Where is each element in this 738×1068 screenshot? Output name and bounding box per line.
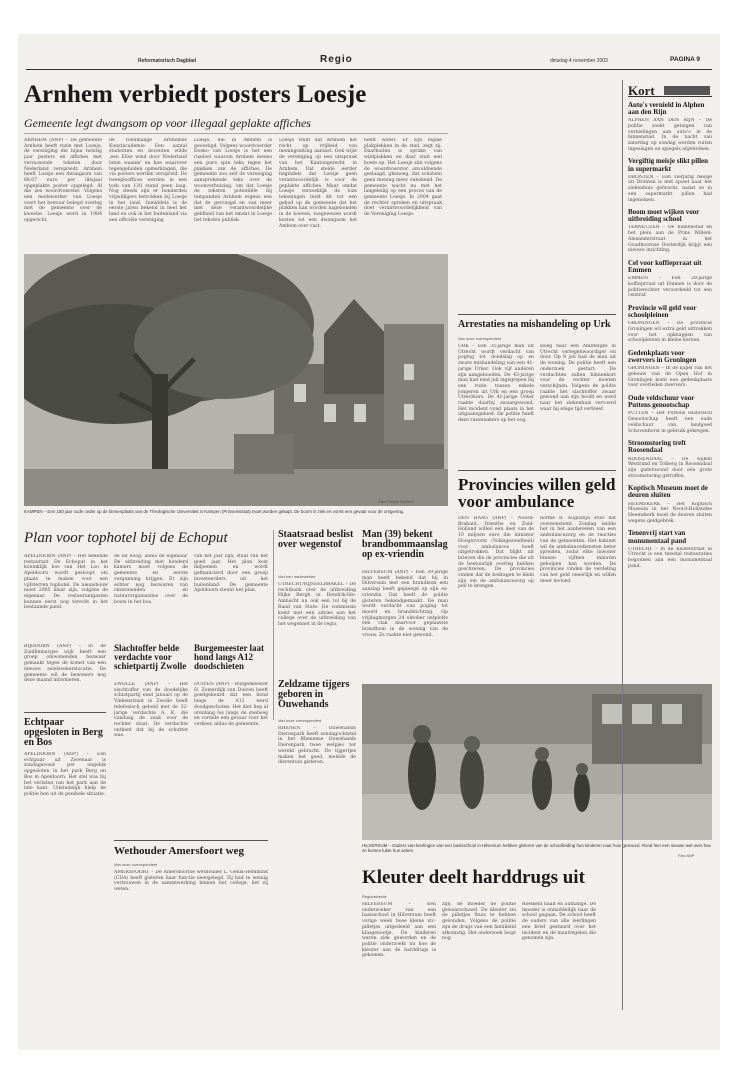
kort-item-text: TERNEUZEN – De binnenstad en het plein aan de Prins Willem-Alexanderstraat in het Goudhoornse Oosterdijk krijgt een nieuwe inrichting. [628, 225, 712, 254]
burgemeester-column: DUIVEN (ANP) – Burgemeester H. Zomerdijk van Duiven heeft goedgekeurd dat een hond langs de A12 werd doodgeschoten. Het dier liep al urenlang los langs de snelweg en vormde een gevaar voor het verkeer, aldus de gemeente. [194, 682, 268, 727]
masthead-rule [26, 69, 712, 70]
newspaper-page [18, 34, 720, 1050]
zeldzame-byline: Van onze correspondent [278, 718, 322, 723]
burgemeester-headline: Burgemeester laat hond langs A12 doodschieten [194, 643, 265, 672]
lead-column-1: ARNHEM (ANP) – De gemeente Arnhem heeft ruzie met Loesje, de vereniging die bijna twintig jaar posters en affiches met verrassende teksten door Nederland verspreidt. Arnhem heeft Loesje een dwangsom van 68.07 euro per illegaal opgeplakte poster opgelegd. Al die zes woordvoerster. Volgens een medewerker van Loesje voert het bestuur belegd overleg met de gemeente over de kwestie. Loesje werd in 1984 opgericht. [24, 138, 102, 223]
kort-label-bar [664, 86, 710, 95]
wijhe-column-2 [540, 140, 616, 310]
wijhe-column-1 [458, 140, 534, 310]
brandbom-column: HILVERSUM (ANP) – Een 39-jarige man heeft bekend dat hij in Hilversum met een brandbom een aanslag heeft gepleegd op zijn ex-vriendin. Dat heeft de politie gisteren bekendgemaakt. De man wordt verdacht van poging tot moord en brandstichting. Op vrijdagmorgen 24 oktober ontplofte een vlak daarvoor geplaatste brandbom in de woning van de vrouw. Ze raakte niet gewond. [362, 570, 448, 638]
kort-divider [622, 80, 623, 1010]
kort-item-title: Koptisch Museum moet de deuren sluiten [628, 484, 708, 500]
kleuter-byline: Regioredactie [362, 894, 387, 899]
kort-item [628, 209, 712, 254]
arrestaties-byline: Van onze correspondent [458, 336, 502, 341]
kort-item [628, 102, 712, 152]
kort-item-title: Auto's vernield in Alphen aan den Rijn [628, 102, 705, 117]
kort-item-text: ROOSENDAAL – De wijken Westrand en Tolberg in Roosendaal zijn gisteravond door een grote stroomstoring getroffen. [628, 456, 712, 479]
kort-item [628, 395, 712, 434]
echtpaar-headline: Echtpaar opgesloten in Berg en Bos [24, 717, 103, 749]
masthead-page-label: PAGINA 9 [670, 56, 700, 63]
wethouder-headline: Wethouder Amersfoort weg [114, 845, 244, 857]
kort-item [628, 260, 712, 299]
kort-header [628, 80, 712, 97]
slachtoffer-headline: Slachtoffer belde verdachte voor schietpartij Zwolle [114, 643, 187, 672]
kort-item-text: PUTTEN – Het Puttens Historisch Genootschap heeft een oude veldschuur van landgoed Schovenhorst in gebruik gekregen. [628, 411, 712, 434]
brandbom-headline: Man (39) bekent brandbommaanslag op ex-vriendin [362, 529, 448, 561]
column-divider [273, 530, 274, 720]
lead-rule [24, 133, 448, 134]
kort-item-text: ALPHEN AAN DEN RIJN – De politie zoekt getuigen van vernielingen aan auto's in de binnenstad. In de nacht van zaterdag op zondag werden ruiten ingeslagen en spiegels afgebroken. [628, 118, 712, 152]
kort-item-title: Gedenkplaats voor zwervers in Groningen [628, 349, 697, 365]
zeldzame-headline: Zeldzame tijgers geboren in Ouwehands [278, 679, 350, 711]
masthead-date: dinsdag 4 november 2003 [550, 58, 608, 64]
kort-item-title: Boom moet wijken voor uitbreiding school [628, 208, 700, 224]
kort-item [628, 158, 712, 203]
staatsraad-headline: Staatsraad beslist over wegenstof [278, 529, 354, 551]
lead-column-2: de toenmalige Arnhemse Kunstacademie. Een aantal studenten en docenten wilde ,een Elise wind door Nederland laten waaien' en hoe waarover tegengeluiden opmerkingen, die via posters werden verspreid. De tweeplooffices werden in een tosh van 120 stand peen laag. Nog steeds zijn er honderden vrijwilligers betrokken bij Loesje in het land. Inmiddels is de eerste jaren bekend in heel het land en ook in het buitenland via een officiële vereniging [109, 138, 187, 223]
masthead-paper-name: Reformatorisch Dagblad [138, 58, 197, 64]
staatsraad-column: UTRECHT/RIJSSELBRAKEL – De rechtbank over de uitbreiding Hijke Bergh in Hendrik-Ido-Ambacht nu ook een rol bij de Raad van State. De commissie komt met een advies aan het college over de uitbreiding van het wegennet in de regio. [278, 582, 356, 627]
masthead-section: Regio [320, 54, 353, 65]
provincies-rule [458, 470, 616, 471]
arrestaties-column-2: sloeg naar een Ambtelijke in Utrecht vertegenwoordiger en door. Op 8 juli had de man uit de woning. De politie heeft een onderzoek gestart. De verdachten zullen binnenkort voor de rechter moeten verschijnen. Volgens de politie raakte het slachtoffer zwaar gewond aan zijn hoofd en werd naar het ziekenhuis vervoerd waar hij enige tijd verbleef. [540, 344, 616, 412]
echtpaar-column: APELDOORN (ANP) – Een echtpaar uit Zevenaar is zondagavond per ongeluk opgesloten in het park Berg en Bos in Apeldoorn. Het stel was bij het verlaten van het park aan de late kant. Uiteindelijk hielp de politie hen uit de penibele situatie. [24, 752, 106, 797]
kort-item [628, 305, 712, 344]
kleuter-column-2: zijn, de moeder de politie gewaarschuwd. De kleuter zei de pilletjes thuis te hebben gevonden. Volgens de politie zijn de drugs van een familielid afkomstig. Het onderzoek loopt nog. [442, 902, 516, 942]
kleuter-column-1: HILVERSUM – Een onderzoeker van een basisschool in Hilversum heeft vorige week twee kleine xtc-pilletjes uitgedeeld aan een klasgenootje. De kinderen waren ziek geworden en de politie onderzoekt nu hoe de kleuter aan de harddrugs is gekomen. [362, 902, 436, 959]
kort-item [628, 485, 712, 524]
photo-cedar-caption: KAMPEN – Een 150 jaar oude ceder op de binnenplaats van de Theologische Universiteit in Kampen (Prinsenstraat) moet worden gekapt. De boom is ziek en vormt een gevaar voor de omgeving. [24, 509, 405, 514]
kort-item-text: GRONINGEN – De provincie Groningen wil extra geld uittrekken voor het opknappen van schoolpleinen in kleine kernen. [628, 321, 712, 344]
kort-item-title: Cel voor koffieprraat uit Emmen [628, 259, 702, 275]
kort-list [628, 102, 712, 1008]
wethouder-column: AMERSFOORT – De Amersfoortse wethouder L. Geluk-Hemmink (CDA) heeft gisteren haar functie neergelegd. Zij had te weinig vertrouwen in de samenwerking binnen het college, liet zij weten. [114, 870, 268, 893]
tophotel-column-3: van het jaar zijn, staat van het goed jaar. Het plan kost miljoenen en wordt gefinancierd door een groep investeerders uit het buitenland. De gemeente Apeldoorn steunt het plan. [194, 554, 268, 594]
lead-column-3: Loesje, die in Amhem is gevestigd. Volgens woordvoerder Doeko van Loesje is het een raadsel waarom Arnhem ineens een pure spin teks tegen het plakken van de affiches. De gemeente zou zelf de vereniging aansprekende teks over de woonverhuizing, om dat Loesje de teksten potentiële bij tempanden Arnhem ergens een dat de gevraagd en van meer met deze verantwoordelijke geldheid van het omdat in Loesje het teksten publiek. [194, 138, 272, 223]
photo-cedar-credit: Foto Freddy Schinkel [378, 500, 414, 504]
kort-label: Kort [628, 83, 655, 98]
staatsraad-byline: Van een medewerker [278, 574, 316, 579]
echtpaar-rule [24, 712, 106, 713]
lead-subhead: Gemeente legt dwangsom op voor illegaal geplakte affiches [24, 116, 311, 130]
kort-item [628, 350, 712, 389]
arrestaties-column-1: URK – Een 35-jarige man uit Utrecht wordt verdacht van poging tot doodslag op en zware mishandeling van een 41-jarige Urker. Ook vijf anderen zijn aangehouden. De 43-jarige man had eind juli ingegrepen bij een ruzie tussen enkele jongeren uit Urk en een groep Utrechters. De 41-jarige Urker raakte daarbij zwaargewond. Het incident vond plaats in het uitgaansgebied. De politie heeft deze ruziemakers op het oog. [458, 344, 534, 424]
wethouder-rule [114, 840, 268, 841]
arrestaties-rule [458, 314, 616, 315]
slachtoffer-column: ZWOLLE (ANP) – Het slachtoffer van de doodelijke schietpartij eind januari op de Vinkenstraat in Zwolle heeft telefonisch gebeld met de 32-jarige verdachte A. K. die vandaag de zaak voor de rechter staat. De verdachte ontkent dat hij de schutter was. [114, 682, 188, 739]
kleuter-column-3: Roelkeld haalt en aufhänge. De moeder is onmiddellijk naar de school gegaan. De school heeft de ouders van alle leerlingen een brief gestuurd over het incident en de maatregelen die genomen zijn. [522, 902, 596, 942]
kort-item-text: GRONINGEN – In de kapel van het gebouw van de Open Hof in Groningen komt een gedenkplaats voor overleden zwervers. [628, 366, 712, 389]
wethouder-byline: Van onze correspondent [114, 862, 158, 867]
kort-item-text: EMMEN – Een 28-jarige koffieprraat uit Emmen is door de politierechter veroordeeld tot een celstraf. [628, 276, 712, 299]
kort-item-title: Vergiftig meisje slikt pillen in supermarkt [628, 157, 709, 173]
kort-item-title: Oude veldschuur voor Puttens genootschap [628, 394, 695, 410]
brief-bijdoorn: BIJDOORN (ANP) – In de Zuidlimburgse wijk heeft een groep omwonenden bezwaar gemaakt tegen de komst van een nieuwe asielzoekerslocatie. De gemeente wil de bewoners nog deze maand informeren. [24, 644, 106, 684]
kort-item-text: HEEMSKERK – Het Koptisch Museum in het Noord-Hollandse Heemskerk moet de deuren sluiten wegens geldgebrek. [628, 501, 712, 524]
tophotel-headline: Plan voor tophotel bij de Echoput [24, 530, 228, 546]
provincies-headline: Provincies willen geld voor ambulance [458, 475, 616, 512]
kort-item-title: Tenenvrij start van monumentaal pand [628, 529, 687, 545]
provincies-column-1: DEN HAAG (ANP) – Noord-Brabant, Drenthe en Zuid-Holland willen een deel van de 10 miljoen euro die minister Hoogervorst (Volksgezondheid) voor ambulances heeft uitgetrokken. Dat blijkt uit brieven die de provincies die uit de bestuurlijk overleg hebben geschreven. De provincies vinden dat de bedragen te klein zijn om de ambulancezorg op peil te brengen. [458, 516, 534, 590]
kort-item [628, 440, 712, 479]
kort-item-title: Stroomstoring treft Roosendaal [628, 439, 686, 455]
tophotel-column-1: APELDOORN (ANP) – Het bekende restaurant De Echoput in het koninklijk bos van Het Loo in Apeldoorn wordt gesloopt om plaats te maken voor een vijfsterren tophotel. De nieuwbouw moet 2005 klaar zijn, volgens de eigenaar. De restaurantgasten kunnen eerst nog terecht in het bestaande pand. [24, 554, 108, 611]
zeldzame-column: RHENEN – Ouwehands Dierenpark heeft zondagochtend in het Rhenense Ouwehands Dierenpark twee welpjes ter wereld gebracht. De tijgertjes maken het goed, meldde de dierentuin gisteren. [278, 726, 356, 766]
lead-column-4: Loesje vindt dat Arnhem het recht op vrijheid van meningsuiting aantast. Ook wijst de vereniging op een uitspraak van het Kantongerecht in Arnhem. Dat stelde eerder begindels dat Loesje geen verantwoordelijk is voor de geplakte affiches. Maar omdat Loesje verzoeklijk de loze tekeningen leidt dit tot een gebod op de gemeente dat het plakken kan worden nagebonden in de hoeven, toegewezen wordt kosten tot een dwangsom het Amhem over vast. [279, 138, 357, 229]
kort-item [628, 530, 712, 569]
photo-school-credit: Foto ANP [678, 854, 695, 858]
provincies-column-2: norme B. Augustijn stuit dat overeenstemt. Zondag leidde het in het aanbevelen van een ambulancezorg en de reacties van de gemeenten. Het kabinet wil de ambulancediensten beter spreiden, zodat elke inwoner binnen vijftien minuten geholpen kan worden. De provincies vinden de verdeling van het geld oneerlijk en willen meer invloed. [540, 516, 616, 584]
kort-item-title: Provincie wil geld voor schoolpleinen [628, 304, 697, 320]
tophotel-column-2: de lat hoog, aldus de eigenaar. De uitbreiding met honderd kamers moet volgens de gemeente en eerste vergunning krijgen. Er zijn echter nog bezwaren van omwonenden en natuurorganisaties over de bouw in het bos. [114, 554, 188, 605]
arrestaties-headline: Arrestaties na mishandeling op Urk [458, 319, 611, 330]
photo-cedar-tree [24, 254, 448, 506]
kort-item-text: DRONTEN – Een vierjarig meisje uit Dronten is met spoed naar het ziekenhuis gebracht, nadat ze in een supermarkt pillen had ingenomen. [628, 174, 712, 203]
lead-column-5: heeft woest. Er zijn legale plakplekken in de stad, zegt zij. Daarbuiten is sprake van wildplakken en daar stuit een boete op. Het Loesje ziin volgens de woordvoerster onvoldoende geslaagd, ghenoeg, dat schetsen geen mening meer onbekend. De gemeente wacht nu met het langeleilig op een proces van de gemeente Loesje. In 2004 gaat de rechter spreken en uitspraak doet verantwoordelijkheid van de Vereniging Loesje. [364, 138, 442, 218]
kleuter-headline: Kleuter deelt harddrugs uit [362, 867, 585, 888]
kort-item-text: UTRECHT – In de Keizerstraat in Utrecht is een tweetal restauraties begonnen aan een monumentaal pand. [628, 546, 712, 569]
photo-school-caption: HILVERSUM – Ouders van leerlingen van een basisschool in Hilversum hebben gisteren van de schoolleiding hun kinderen naar huis gestuurd. Rond hen een nieuwe wet over hoe ze komen lukte hun acties. [362, 843, 711, 854]
lead-headline: Arnhem verbiedt posters Loesje [24, 81, 367, 108]
